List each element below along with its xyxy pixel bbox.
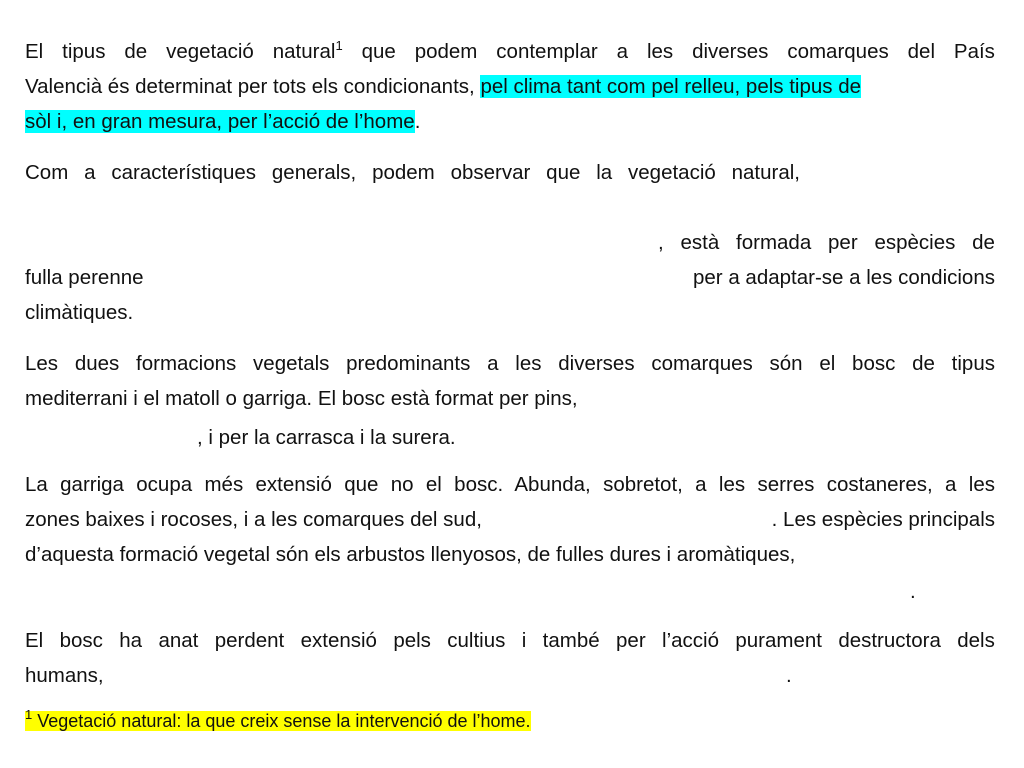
line-text: .	[414, 110, 421, 133]
highlighted-text: sòl i, en gran mesura, per l’acció de l’home	[25, 110, 415, 133]
word: les	[515, 352, 542, 375]
paragraph-2-line-4-left: fulla perenne	[25, 266, 144, 289]
word: també	[542, 629, 600, 652]
word: extensió	[300, 629, 377, 652]
word: comarques	[787, 40, 889, 63]
paragraph-4-line-3: d’aquesta formació vegetal són els arbustos llenyosos, de fulles dures i aromàtiques,	[25, 543, 796, 566]
paragraph-4-line-2-right: . Les espècies principals	[771, 508, 995, 531]
word: bosc	[852, 352, 896, 375]
word: vegetació	[628, 161, 716, 184]
word: podem	[414, 40, 478, 63]
paragraph-2-line-5: climàtiques.	[25, 301, 134, 324]
word: purament	[735, 629, 822, 652]
paragraph-4-line-4: .	[910, 580, 916, 603]
paragraph-4-line-2-left: zones baixes i rocoses, i a les comarques del sud,	[25, 508, 482, 531]
paragraph-5-line-2-right: .	[786, 664, 792, 687]
word: dels	[957, 629, 995, 652]
paragraph-2-line-3	[658, 226, 995, 260]
word: el	[819, 352, 836, 375]
word: que	[361, 40, 396, 63]
paragraph-5-line-1	[25, 624, 995, 658]
word: dues	[74, 352, 120, 375]
footnote-text: Vegetació natural: la que creix sense la intervenció de l’home.	[32, 711, 531, 731]
word: tipus	[951, 352, 995, 375]
word: de	[124, 40, 148, 63]
word: generals,	[271, 161, 357, 184]
word: comarques	[651, 352, 753, 375]
word: natural	[272, 40, 336, 63]
word: que	[546, 161, 581, 184]
word: característiques	[111, 161, 257, 184]
paragraph-1-line-2	[25, 70, 861, 104]
word: a	[616, 40, 629, 63]
word: destructora	[838, 629, 941, 652]
word: El	[25, 40, 44, 63]
highlighted-text: pel clima tant com pel relleu, pels tipus de	[480, 75, 862, 98]
footnote-marker: 1	[335, 38, 343, 53]
footnote-number: 1	[25, 707, 33, 722]
word: bosc	[59, 629, 103, 652]
paragraph-1-line-3	[25, 105, 420, 139]
word: són	[769, 352, 803, 375]
paragraph-2-line-1	[25, 156, 800, 190]
word: de	[972, 231, 995, 254]
line-text: Valencià és determinat per tots els condicionants,	[25, 75, 481, 98]
word: està	[680, 231, 720, 254]
word: observar	[450, 161, 531, 184]
word: a	[84, 161, 96, 184]
word: espècies	[874, 231, 956, 254]
word: per	[616, 629, 646, 652]
word: formada	[736, 231, 812, 254]
word: Com	[25, 161, 69, 184]
word: cultius	[447, 629, 506, 652]
word: a	[487, 352, 499, 375]
word: formacions	[136, 352, 237, 375]
word: perdent	[214, 629, 285, 652]
word: i	[521, 629, 527, 652]
footnote-highlight	[25, 707, 531, 731]
paragraph-3-line-1	[25, 347, 995, 381]
paragraph-1-line-1	[25, 35, 995, 69]
word: ,	[658, 231, 664, 254]
word: predominants	[346, 352, 471, 375]
footnote	[25, 706, 531, 736]
word: El	[25, 629, 44, 652]
word: les	[646, 40, 674, 63]
paragraph-2-line-4-right: per a adaptar-se a les condicions	[693, 266, 995, 289]
word: pels	[393, 629, 431, 652]
word: anat	[158, 629, 199, 652]
word: ha	[119, 629, 143, 652]
word: la	[596, 161, 613, 184]
word: País	[953, 40, 995, 63]
paragraph-3-line-2: mediterrani i el matoll o garriga. El bosc està format per pins,	[25, 387, 578, 410]
word: l’acció	[662, 629, 719, 652]
word-with-footnote	[273, 35, 343, 69]
word: per	[828, 231, 858, 254]
paragraph-5-line-2-left: humans,	[25, 664, 104, 687]
word: tipus	[62, 40, 106, 63]
word: del	[907, 40, 935, 63]
word: de	[912, 352, 935, 375]
word: contemplar	[496, 40, 598, 63]
word: vegetació	[166, 40, 254, 63]
word: diverses	[692, 40, 769, 63]
word: podem	[372, 161, 435, 184]
paragraph-4-line-1: La garriga ocupa més extensió que no el bosc. Abunda, sobretot, a les serres costaneres, a les	[25, 473, 995, 496]
word: diverses	[558, 352, 635, 375]
paragraph-3-line-3: , i per la carrasca i la surera.	[197, 426, 456, 449]
word: Les	[25, 352, 59, 375]
word: natural,	[731, 161, 800, 184]
word: vegetals	[253, 352, 330, 375]
